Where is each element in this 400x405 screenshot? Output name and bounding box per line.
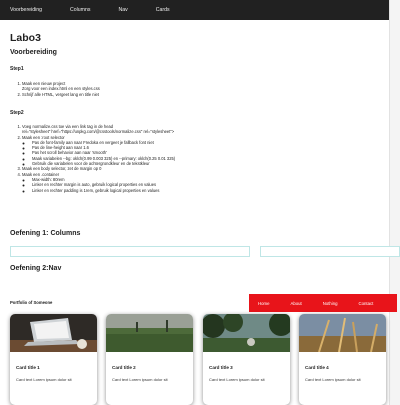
card-title: Card title 4: [305, 365, 329, 370]
list-item: ◦ Pas de line-height aan naar 1.6: [32, 145, 380, 150]
nav-link-cards[interactable]: Cards: [155, 7, 170, 13]
page-title: Labo3: [10, 32, 41, 44]
nav-link-nav[interactable]: Nav: [118, 7, 128, 13]
card-text: Card text Lorem ipsum dolor sit: [305, 377, 361, 382]
menu-item-about[interactable]: About: [290, 300, 302, 306]
forest-image: [203, 314, 290, 352]
oefening2-heading: Oefening 2:Nav: [10, 265, 62, 272]
nav-link-columns[interactable]: Columns: [70, 7, 91, 13]
field-image: [106, 314, 193, 352]
card-3: [203, 314, 290, 405]
list-item: ◦ Linker en rechter padding is 1rem, gebruik logical properties en values: [32, 188, 380, 193]
top-navigation: [0, 0, 390, 20]
card-4: [299, 314, 386, 405]
oefening1-heading: Oefening 1: Columns: [10, 230, 81, 237]
nav-link-voorbereiding[interactable]: Voorbereiding: [10, 7, 43, 13]
column-box-1: [10, 246, 250, 257]
list-item: 4. Maak een .container ◦ Max-width: 80rem ◦ Linker en rechter margin is auto, gebruik logical properties en values ◦ Linker en rechter padding is 1rem, gebruik logical properties en values: [22, 172, 380, 193]
card-text: Card text Lorem ipsum dolor sit: [209, 377, 265, 382]
demo-navbar: [10, 294, 390, 312]
card-2: [106, 314, 193, 405]
card-text: Card text Lorem ipsum dolor sit: [112, 377, 168, 382]
list-item: ◦ Pas het scroll behavior aan naar 'smooth': [32, 150, 380, 155]
list-item: ◦ Maak variabelen --bg: oklch(0.99 0.003 325) en --primary: oklch(0.25 0.01 325): [32, 156, 380, 161]
menu-item-nothing[interactable]: Nothing: [322, 300, 338, 306]
list-item: 3. Maak een body selector, zet de margin op 0: [22, 166, 380, 171]
card-1: [10, 314, 97, 405]
card-text: Card text Lorem ipsum dolor sit: [16, 377, 72, 382]
code-snippet: rel="stylesheet" href="https://unpkg.com/@csstools/normalize.css" rel="stylesheet">: [22, 129, 175, 135]
list-item: 2. Maak een :root selector ◦ Pas de font-family aan naar Fredoka en vergeet je fallback font niet ◦ Pas de line-height aan naar 1.6 ◦ Pas het scroll behavior aan naar 'smooth' ◦ Maak variabelen --bg: oklch(0.99 0.003 325) en --primary: oklch(0.25 0.01 325) ◦ Gebruik die variabelen voor de achtergrondkleur en de tekstkleur: [22, 135, 380, 167]
laptop-image: [10, 314, 97, 352]
step2-list: [10, 124, 380, 193]
voorbereiding-heading: Voorbereiding: [10, 49, 57, 56]
card-title: Card title 1: [16, 365, 40, 370]
wheat-image: [299, 314, 386, 352]
list-item: ◦ Pas de font-family aan naar Fredoka en vergeet je fallback font niet: [32, 140, 380, 145]
demo-menu: [249, 294, 397, 312]
list-item: ◦ Max-width: 80rem: [32, 177, 380, 182]
menu-item-contact[interactable]: Contact: [358, 300, 374, 306]
card-title: Card title 2: [112, 365, 136, 370]
list-item: 2. Schrijf alle HTML, vergeet lang en title niet: [22, 92, 100, 97]
list-item: ◦ Linker en rechter margin is auto, gebruik logical properties en values: [32, 182, 380, 187]
page-content: [10, 20, 390, 306]
list-item: ◦ Gebruik die variabelen voor de achtergrondkleur en de tekstkleur: [32, 161, 380, 166]
brand-name: Portfolio of Someone: [10, 300, 53, 305]
list-item: 1. Voeg normalize.css toe via een link tag in de head rel="stylesheet" href="https://unpkg.com/@csstools/normalize.css" rel="stylesheet">: [22, 124, 380, 135]
scrollbar[interactable]: [389, 0, 400, 405]
step1-heading: Step1: [10, 66, 24, 72]
step2-heading: Step2: [10, 110, 24, 116]
menu-item-home[interactable]: Home: [258, 300, 270, 306]
step1-list: [10, 81, 100, 97]
card-title: Card title 3: [209, 365, 233, 370]
column-box-2: [260, 246, 400, 257]
list-item: 1. Maak een nieuw project Zorg voor een index.html en een styles.css: [22, 81, 100, 92]
